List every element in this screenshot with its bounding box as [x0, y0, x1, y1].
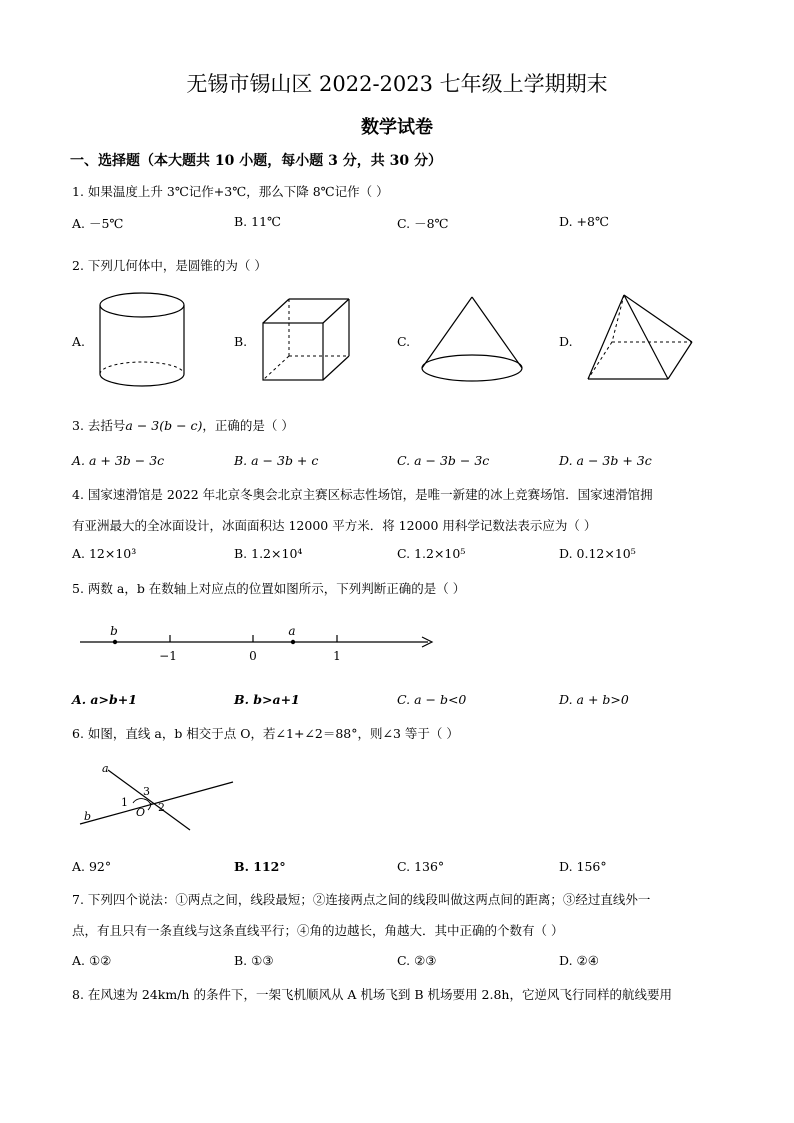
q2-option-d: D.: [559, 334, 573, 349]
question-4-stem-line2: 有亚洲最大的全冰面设计，冰面面积达 12000 平方米．将 12000 用科学记数法表示应为（ ）: [72, 518, 597, 533]
q6-option-a: A. 92°: [72, 859, 112, 874]
line-b-label: b: [84, 810, 92, 823]
q2-option-b: B.: [234, 334, 248, 349]
question-4-stem-line1: 4. 国家速滑馆是 2022 年北京冬奥会北京主赛区标志性场馆，是唯一新建的冰上竞赛场馆．国家速滑馆拥: [72, 487, 653, 502]
pyramid-figure: [584, 292, 696, 386]
page-subtitle: 数学试卷: [361, 117, 433, 138]
point-a-label: a: [288, 624, 296, 638]
question-5-stem: 5. 两数 a，b 在数轴上对应点的位置如图所示，下列判断正确的是（ ）: [72, 581, 466, 596]
q3-stem-suffix: ，正确的是（ ）: [202, 418, 294, 433]
q7-option-b: B. ①③: [234, 953, 274, 968]
q1-option-a: A. －5℃: [72, 216, 124, 231]
q6-option-b: B. 112°: [234, 859, 286, 874]
q3-option-c: C. a − 3b − 3c: [397, 453, 490, 468]
point-a-dot: [291, 640, 295, 644]
intersecting-lines-figure: [78, 760, 238, 842]
tick-label-1: 1: [333, 649, 341, 663]
q4-option-c: C. 1.2×10⁵: [397, 546, 466, 561]
q7-option-c: C. ②③: [397, 953, 437, 968]
q3-expression: a − 3(b − c): [125, 418, 203, 433]
q3-option-b: B. a − 3b + c: [234, 453, 319, 468]
q1-option-b: B. 11℃: [234, 214, 282, 229]
q3-option-a: A. a + 3b − 3c: [72, 453, 165, 468]
point-b-label: b: [110, 624, 118, 638]
question-7-stem-line1: 7. 下列四个说法：①两点之间，线段最短；②连接两点之间的线段叫做这两点间的距离；③经过直线外一: [72, 892, 651, 907]
line-a-label: a: [102, 762, 109, 775]
angle-3-label: 3: [143, 785, 150, 798]
angle-2-label: 2: [158, 801, 165, 814]
question-1-stem: 1. 如果温度上升 3℃记作+3℃，那么下降 8℃记作（ ）: [72, 184, 389, 199]
point-b-dot: [113, 640, 117, 644]
section-heading: 一、选择题（本大题共 10 小题，每小题 3 分，共 30 分）: [70, 153, 442, 169]
q3-stem-prefix: 3. 去括号: [72, 418, 126, 433]
q5-option-b: B. b>a+1: [234, 692, 300, 707]
angle-1-label: 1: [121, 796, 128, 809]
q4-option-d: D. 0.12×10⁵: [559, 546, 636, 561]
q4-option-a: A. 12×10³: [72, 546, 137, 561]
q5-option-a: A. a>b+1: [72, 692, 137, 707]
q3-option-d: D. a − 3b + 3c: [559, 453, 652, 468]
q2-option-a: A.: [72, 334, 86, 349]
tick-label-neg1: −1: [159, 649, 177, 663]
point-o-label: O: [136, 806, 146, 819]
tick-label-0: 0: [249, 649, 257, 663]
q5-option-d: D. a + b>0: [559, 692, 629, 707]
q1-option-d: D. +8℃: [559, 214, 609, 229]
number-line-figure: [78, 620, 438, 668]
q7-option-d: D. ②④: [559, 953, 599, 968]
question-8-stem: 8. 在风速为 24km/h 的条件下，一架飞机顺风从 A 机场飞到 B 机场要用 2.8h，它逆风飞行同样的航线要用: [72, 987, 672, 1002]
question-6-stem: 6. 如图，直线 a，b 相交于点 O，若∠1+∠2＝88°，则∠3 等于（ ）: [72, 726, 459, 741]
question-2-stem: 2. 下列几何体中，是圆锥的为（ ）: [72, 258, 267, 273]
q6-option-c: C. 136°: [397, 859, 445, 874]
q1-option-c: C. －8℃: [397, 216, 449, 231]
question-3-stem: [72, 416, 294, 434]
page-title: 无锡市锡山区 2022-2023 七年级上学期期末: [186, 72, 608, 96]
q6-option-d: D. 156°: [559, 859, 607, 874]
question-7-stem-line2: 点，有且只有一条直线与这条直线平行；④角的边越长，角越大．其中正确的个数有（ ）: [72, 923, 564, 938]
cylinder-figure: [96, 292, 188, 392]
q2-option-c: C.: [397, 334, 411, 349]
q7-option-a: A. ①②: [72, 953, 112, 968]
q5-option-c: C. a − b<0: [397, 692, 467, 707]
cone-figure: [418, 294, 526, 386]
q4-option-b: B. 1.2×10⁴: [234, 546, 303, 561]
cube-figure: [260, 296, 352, 386]
